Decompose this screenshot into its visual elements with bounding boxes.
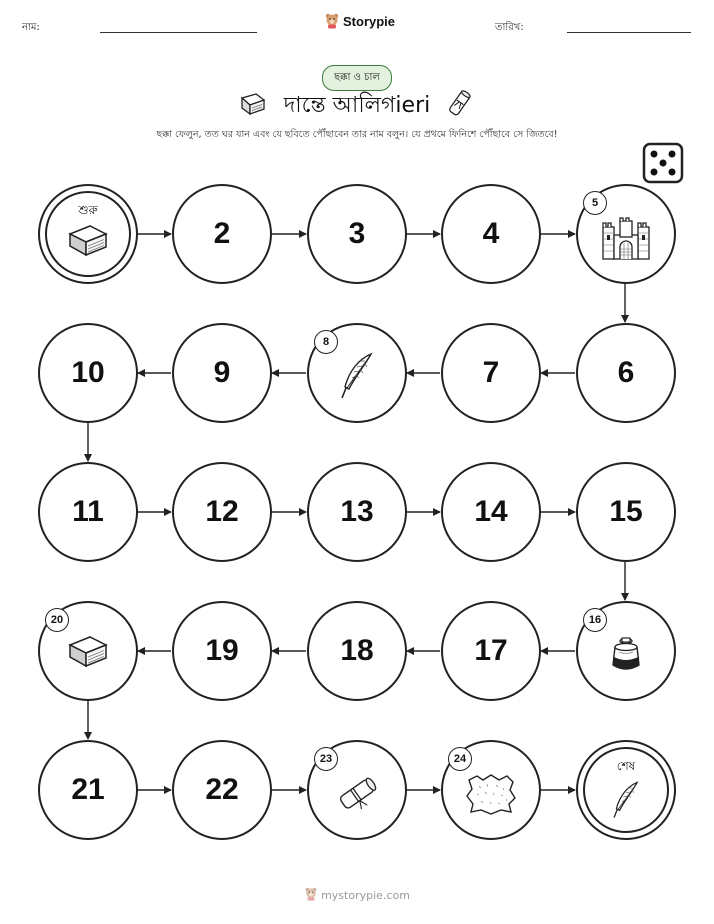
cell-number: 6 (617, 356, 635, 389)
cell-10[interactable] (38, 323, 138, 423)
end-label: শেষ (616, 759, 636, 773)
name-label: নাম: (22, 22, 40, 33)
footer-site[interactable]: mystorypie.com (321, 889, 410, 902)
cell-14[interactable] (441, 462, 541, 562)
cell-9[interactable] (172, 323, 272, 423)
cell-3[interactable] (307, 184, 407, 284)
cell-number: 18 (340, 634, 374, 667)
cell-number: 22 (205, 773, 239, 806)
cell-number: 10 (71, 356, 105, 389)
bear-logo-icon (304, 887, 318, 901)
brand-logo (325, 13, 395, 29)
cell-number: 13 (340, 495, 374, 528)
quill-icon (337, 351, 377, 401)
parchment-icon (463, 772, 519, 816)
cell-number: 7 (482, 356, 500, 389)
cell-number: 15 (609, 495, 643, 528)
cell-6[interactable] (576, 323, 676, 423)
brand-name: Storypie (343, 13, 396, 29)
cell-18[interactable] (307, 601, 407, 701)
page-title: দান্তে আলিগieri (283, 93, 431, 118)
name-line[interactable] (100, 32, 257, 33)
cell-number: 17 (474, 634, 508, 667)
quill-icon (610, 778, 642, 822)
castle-icon (600, 215, 652, 261)
scroll-icon (446, 88, 472, 120)
cell-number: 19 (205, 634, 239, 667)
cell-24-badge: 24 (448, 747, 472, 771)
cell-22[interactable] (172, 740, 272, 840)
instructions: ছক্কা ফেলুন, তত ঘর যান এবং যে ছবিতে পৌঁছাবেন তার নাম বলুন। যে প্রথমে ফিনিশে পৌঁছাবে সে জিতবে! (156, 129, 558, 140)
cell-number: 12 (205, 495, 239, 528)
book-icon (66, 222, 110, 262)
cell-number: 11 (72, 495, 104, 528)
cell-number: 21 (71, 773, 105, 806)
cell-12[interactable] (172, 462, 272, 562)
cell-17[interactable] (441, 601, 541, 701)
cell-4[interactable] (441, 184, 541, 284)
cell-23-badge: 23 (314, 747, 338, 771)
bear-logo-icon (325, 13, 339, 29)
start-label: শুরু (78, 203, 98, 217)
cell-number: 2 (213, 217, 231, 250)
cell-13[interactable] (307, 462, 407, 562)
cell-16-badge: 16 (583, 608, 607, 632)
cell-5-badge: 5 (583, 191, 607, 215)
cell-20-badge: 20 (45, 608, 69, 632)
start-cell[interactable] (38, 184, 138, 284)
cell-2[interactable] (172, 184, 272, 284)
scroll-icon (332, 771, 382, 817)
cell-15[interactable] (576, 462, 676, 562)
cell-number: 14 (474, 495, 508, 528)
date-label: তারিখ: (495, 22, 524, 33)
end-cell[interactable] (576, 740, 676, 840)
cell-number: 4 (482, 217, 500, 250)
cell-number: 3 (348, 217, 366, 250)
cell-11[interactable] (38, 462, 138, 562)
footer (0, 887, 714, 902)
cell-19[interactable] (172, 601, 272, 701)
game-tag: ছক্কা ও চাল (322, 65, 392, 91)
cell-7[interactable] (441, 323, 541, 423)
cell-number: 9 (213, 356, 231, 389)
dice-five-icon (642, 142, 684, 184)
book-icon (66, 633, 110, 673)
date-line[interactable] (567, 32, 691, 33)
cell-21[interactable] (38, 740, 138, 840)
inkpot-icon (605, 635, 647, 675)
cell-8-badge: 8 (314, 330, 338, 354)
